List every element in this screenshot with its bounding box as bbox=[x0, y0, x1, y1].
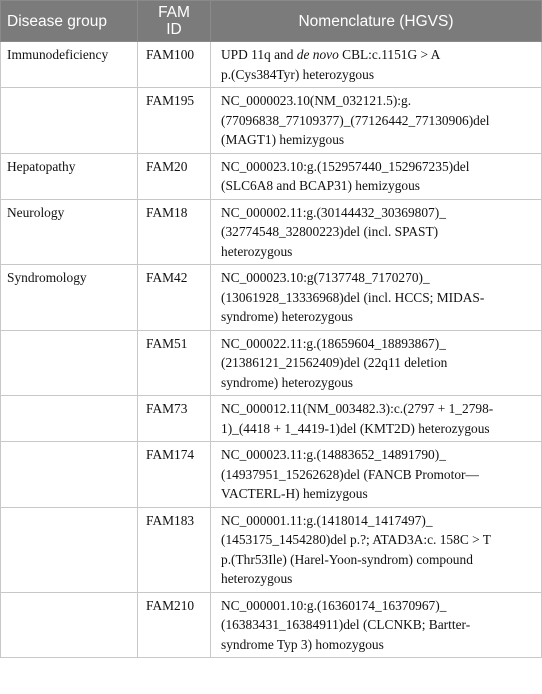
disease-group-cell bbox=[1, 592, 138, 658]
nomenclature-cell bbox=[211, 88, 542, 154]
nomenclature-line: NC_000023.10:g.(152957440_152967235)del bbox=[221, 158, 470, 174]
nomenclature-line: NC_0000023.10(NM_032121.5):g. bbox=[221, 93, 412, 108]
disease-group-cell: Syndromology bbox=[1, 265, 138, 331]
nomenclature-line: NC_000002.11:g.(30144432_30369807)_ bbox=[221, 204, 446, 220]
disease-group-cell bbox=[1, 330, 138, 396]
fam-id-cell: FAM174 bbox=[138, 442, 211, 508]
nomenclature-line: NC_000012.11(NM_003482.3):c.(2797 + 1_2798- bbox=[221, 401, 494, 416]
nomenclature-line: p.(Thr53Ile) (Harel-Yoon-syndrom) compound bbox=[221, 551, 473, 567]
fam-id-cell: FAM73 bbox=[138, 396, 211, 442]
table-row bbox=[1, 507, 542, 592]
nomenclature-line: (21386121_21562409)del (22q11 deletion bbox=[221, 355, 448, 370]
table-body bbox=[1, 42, 542, 658]
nomenclature-line: syndrome) heterozygous bbox=[221, 374, 354, 390]
header-row bbox=[1, 1, 542, 42]
nomenclature-line: 1)_(4418 + 1_4419-1)del (KMT2D) heterozygous bbox=[221, 420, 490, 436]
header-fam-id bbox=[138, 1, 211, 42]
nomenclature-cell bbox=[211, 42, 542, 88]
nomenclature-text: UPD 11q and bbox=[221, 47, 297, 62]
table-header bbox=[1, 1, 542, 42]
nomenclature-line: syndrome) heterozygous bbox=[221, 309, 354, 324]
nomenclature-cell bbox=[211, 330, 542, 396]
nomenclature-line: NC_000023.10:g(7137748_7170270)_ bbox=[221, 270, 430, 285]
nomenclature-line: heterozygous bbox=[221, 571, 293, 586]
disease-group-cell bbox=[1, 396, 138, 442]
nomenclature-line: (MAGT1) hemizygous bbox=[221, 132, 345, 147]
disease-group-cell: Immunodeficiency bbox=[1, 42, 138, 88]
table-row bbox=[1, 592, 542, 658]
table-row bbox=[1, 265, 542, 331]
nomenclature-cell bbox=[211, 396, 542, 442]
nomenclature-line: (16383431_16384911)del (CLCNKB; Bartter- bbox=[221, 617, 471, 632]
header-fam-id-line2: ID bbox=[166, 21, 182, 38]
header-fam-id-line1: FAM bbox=[158, 4, 190, 21]
disease-group-cell: Hepatopathy bbox=[1, 153, 138, 199]
nomenclature-line: syndrome Typ 3) homozygous bbox=[221, 636, 384, 652]
nomenclature-cell bbox=[211, 507, 542, 592]
nomenclature-line: (1453175_1454280)del p.?; ATAD3A:c. 158C > T bbox=[221, 532, 491, 547]
disease-group-cell: Neurology bbox=[1, 199, 138, 265]
header-disease-group: Disease group bbox=[1, 1, 138, 42]
fam-id-cell: FAM20 bbox=[138, 153, 211, 199]
fam-id-cell: FAM183 bbox=[138, 507, 211, 592]
nomenclature-line: (32774548_32800223)del (incl. SPAST) bbox=[221, 224, 439, 239]
fam-id-cell: FAM18 bbox=[138, 199, 211, 265]
fam-id-cell: FAM42 bbox=[138, 265, 211, 331]
nomenclature-cell bbox=[211, 153, 542, 199]
disease-group-cell bbox=[1, 442, 138, 508]
table-row bbox=[1, 153, 542, 199]
nomenclature-line: (SLC6A8 and BCAP31) hemizygous bbox=[221, 178, 420, 193]
nomenclature-line bbox=[221, 45, 537, 65]
nomenclature-line: NC_000001.10:g.(16360174_16370967)_ bbox=[221, 597, 447, 613]
fam-id-cell: FAM100 bbox=[138, 42, 211, 88]
nomenclature-text: CBL:c.1151G > A bbox=[338, 47, 441, 62]
table-row bbox=[1, 88, 542, 154]
nomenclature-cell bbox=[211, 592, 542, 658]
nomenclature-cell bbox=[211, 442, 542, 508]
nomenclature-line: NC_000023.11:g.(14883652_14891790)_ bbox=[221, 447, 446, 462]
header-nomenclature: Nomenclature (HGVS) bbox=[211, 1, 542, 42]
disease-group-cell bbox=[1, 507, 138, 592]
fam-id-cell: FAM210 bbox=[138, 592, 211, 658]
nomenclature-italic-text: de novo bbox=[296, 47, 339, 62]
nomenclature-line: (14937951_15262628)del (FANCB Promotor— bbox=[221, 466, 479, 482]
nomenclature-line: NC_000022.11:g.(18659604_18893867)_ bbox=[221, 335, 446, 351]
table-row bbox=[1, 396, 542, 442]
nomenclature-cell bbox=[211, 199, 542, 265]
nomenclature-line: (13061928_13336968)del (incl. HCCS; MIDAS- bbox=[221, 289, 485, 305]
table-row bbox=[1, 442, 542, 508]
nomenclature-line: p.(Cys384Tyr) heterozygous bbox=[221, 66, 375, 82]
table-row bbox=[1, 330, 542, 396]
disease-group-cell bbox=[1, 88, 138, 154]
nomenclature-line: (77096838_77109377)_(77126442_77130906)del bbox=[221, 112, 490, 128]
table-row bbox=[1, 42, 542, 88]
table-row bbox=[1, 199, 542, 265]
nomenclature-line: heterozygous bbox=[221, 243, 293, 259]
nomenclature-line: VACTERL-H) hemizygous bbox=[221, 486, 368, 501]
nomenclature-cell bbox=[211, 265, 542, 331]
fam-id-cell: FAM195 bbox=[138, 88, 211, 154]
nomenclature-line: NC_000001.11:g.(1418014_1417497)_ bbox=[221, 512, 433, 528]
fam-id-cell: FAM51 bbox=[138, 330, 211, 396]
